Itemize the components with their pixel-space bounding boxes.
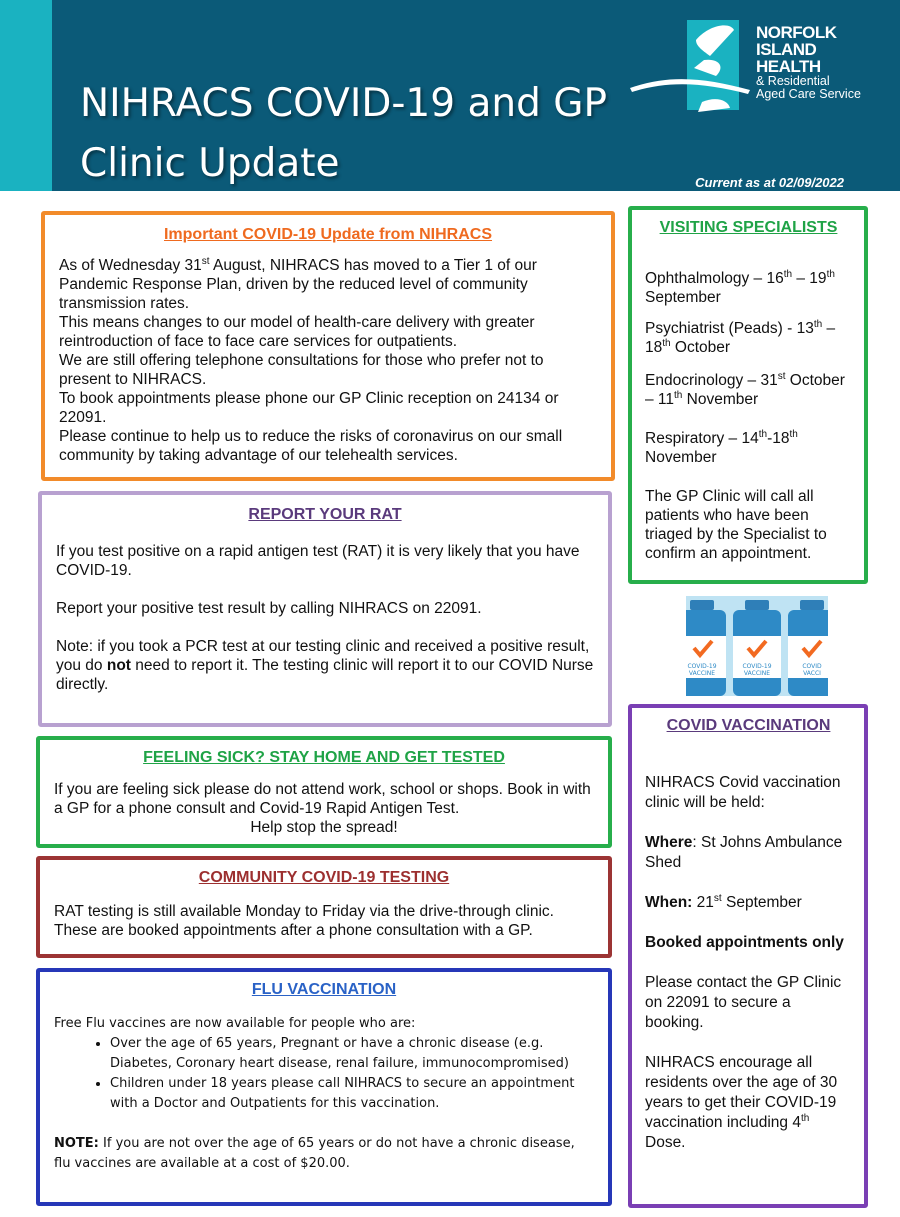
svg-text:VACCI: VACCI — [803, 670, 821, 677]
report-rat-heading: REPORT YOUR RAT — [248, 506, 402, 523]
vaccine-bottles-icon — [686, 596, 828, 696]
report-rat-p2: Report your positive test result by calling NIHRACS on 22091. — [56, 600, 482, 617]
covid-vacc-when: When: 21st September — [645, 892, 802, 911]
current-date: Current as at 02/09/2022 — [695, 175, 844, 190]
covid-update-p3: We are still offering telephone consultations for those who prefer not to present to NIHRACS. — [59, 352, 544, 388]
covid-vacc-intro: NIHRACS Covid vaccination clinic will be held: — [645, 774, 841, 811]
specialist-psychiatrist: Psychiatrist (Peads) - 13th – 18th October — [645, 318, 836, 356]
svg-text:VACCINE: VACCINE — [743, 670, 771, 677]
list-item: • Over the age of 65 years, Pregnant or have a chronic disease (e.g. Diabetes, Coronary heart disease, renal failure, immunocompromised) — [110, 1034, 594, 1074]
feeling-sick-box — [36, 736, 612, 848]
report-rat-p3: Note: if you took a PCR test at our testing clinic and received a positive result, you do not need to report it. The testing clinic will report it to our COVID Nurse directly. — [56, 638, 594, 693]
covid-update-box — [41, 211, 615, 481]
covid-vacc-encourage: NIHRACS encourage all residents over the age of 30 years to get their COVID-19 vaccination including 4th Dose. — [645, 1054, 838, 1151]
covid-vacc-heading: COVID VACCINATION — [666, 717, 831, 734]
flu-vaccination-box — [36, 968, 612, 1206]
covid-update-p2: This means changes to our model of health-care delivery with greater reintroduction of face to face care services for outpatients. — [59, 314, 535, 350]
covid-update-p4: To book appointments please phone our GP Clinic reception on 24134 or 22091. — [59, 390, 559, 426]
list-item: • Children under 18 years please call NIHRACS to secure an appointment with a Doctor and Outpatients for this vaccination. — [110, 1074, 594, 1114]
svg-text:COVID-19: COVID-19 — [742, 663, 772, 670]
covid-update-p1: As of Wednesday 31st August, NIHRACS has moved to a Tier 1 of our Pandemic Response Plan, driven by the reduced level of community transmission rates. — [59, 255, 537, 312]
page-title: NIHRACS COVID-19 and GP Clinic Update — [80, 81, 607, 186]
covid-vaccination-box — [628, 704, 868, 1208]
visiting-specialists-box — [628, 206, 868, 584]
covid-update-heading: Important COVID-19 Update from NIHRACS — [163, 226, 493, 243]
feeling-sick-p1: If you are feeling sick please do not attend work, school or shops. Book in with a GP for a phone consult and Covid-19 Rapid Antigen Test. — [54, 781, 591, 817]
header-banner — [0, 0, 900, 191]
feeling-sick-heading: FEELING SICK? STAY HOME AND GET TESTED — [143, 749, 505, 766]
specialist-endocrinology: Endocrinology – 31st October – 11th November — [645, 370, 845, 408]
specialists-heading: VISITING SPECIALISTS — [659, 219, 838, 236]
feeling-sick-p2: Help stop the spread! — [250, 819, 398, 836]
flu-intro: Free Flu vaccines are now available for people who are: — [54, 1016, 416, 1031]
flu-note: NOTE: If you are not over the age of 65 years or do not have a chronic disease, flu vaccines are available at a cost of $20.00. — [54, 1136, 575, 1171]
specialists-note: The GP Clinic will call all patients who have been triaged by the Specialist to confirm an appointment. — [645, 488, 827, 562]
specialist-respiratory: Respiratory – 14th-18th November — [645, 428, 798, 466]
report-rat-p1: If you test positive on a rapid antigen test (RAT) it is very likely that you have COVID-19. — [56, 543, 580, 579]
svg-text:COVID: COVID — [802, 663, 822, 670]
flu-heading: FLU VACCINATION — [251, 981, 397, 998]
report-rat-box — [38, 491, 612, 727]
covid-vacc-booked: Booked appointments only — [645, 934, 844, 951]
svg-text:VACCINE: VACCINE — [688, 670, 716, 677]
community-testing-heading: COMMUNITY COVID-19 TESTING — [198, 869, 450, 886]
flu-eligibility-list — [54, 1034, 594, 1114]
logo-wordmark: NORFOLK ISLAND HEALTH & Residential Aged Care Service — [756, 23, 861, 101]
header-accent-bar — [0, 0, 52, 191]
community-testing-p1: RAT testing is still available Monday to Friday via the drive-through clinic. These are booked appointments after a phone consultation with a GP. — [54, 903, 554, 939]
specialist-ophthalmology: Ophthalmology – 16th – 19th September — [645, 268, 835, 306]
svg-text:COVID-19: COVID-19 — [687, 663, 717, 670]
covid-update-p5: Please continue to help us to reduce the risks of coronavirus on our small community by taking advantage of our telehealth services. — [59, 428, 563, 464]
covid-vacc-where: Where: St Johns Ambulance Shed — [645, 834, 843, 871]
community-testing-box — [36, 856, 612, 958]
covid-vacc-contact: Please contact the GP Clinic on 22091 to secure a booking. — [645, 974, 842, 1031]
